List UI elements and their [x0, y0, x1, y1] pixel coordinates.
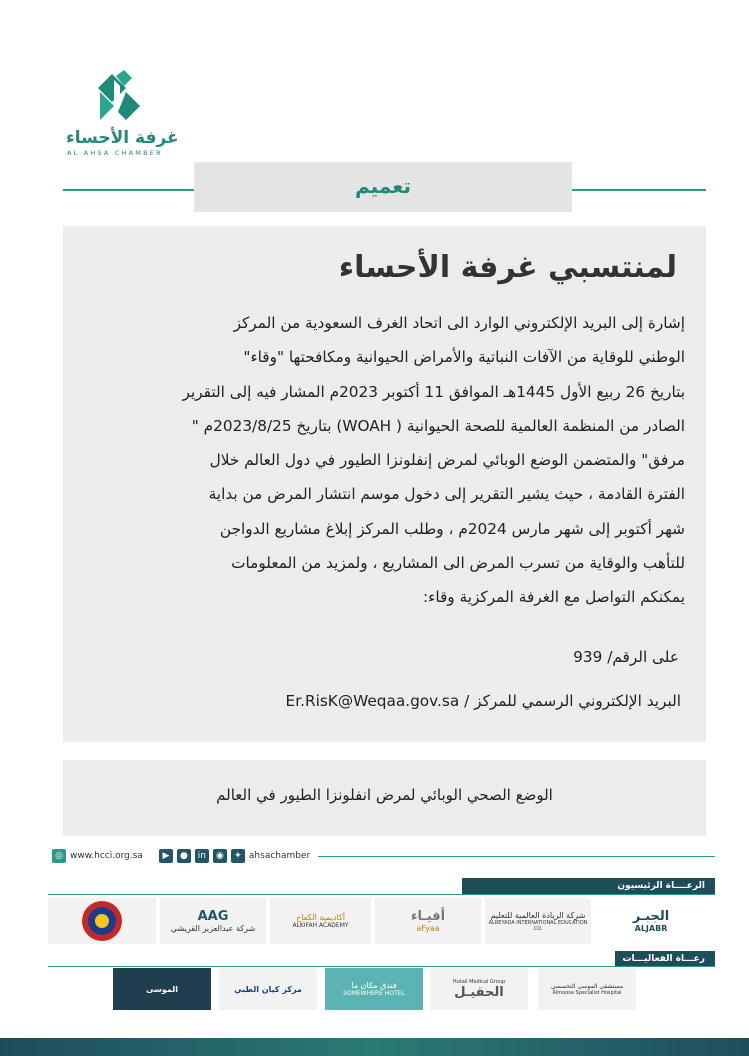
sponsor-name: مركز كيان الطبي — [234, 984, 302, 994]
sponsor-afyaa — [375, 898, 481, 944]
logo-text-arabic: غرفة الأحساء — [66, 128, 179, 148]
body-line: للتأهب والوقاية من تسرب المرض الى المشاريع ، ولمزيد من المعلومات — [231, 554, 685, 573]
sponsor-alreyada — [485, 898, 591, 944]
logo-text-english: AL AHSA CHAMBER — [67, 149, 163, 157]
sponsor-name: فندق مكان ما — [351, 981, 397, 990]
sponsor-sub: شركة عبدالعزيز القريشي — [170, 924, 256, 933]
body-line: الوطني للوقاية من الآفات النباتية والأمراض الحيوانية ومكافحتها "وقاء" — [243, 348, 685, 367]
globe-icon: ◎ — [52, 849, 66, 863]
event-sponsor-almoosa — [538, 968, 636, 1010]
event-sponsor-somewhere — [325, 968, 423, 1010]
body-line: يمكنكم التواصل مع الغرفة المركزية وقاء: — [422, 588, 685, 607]
body-line: شهر أكتوبر إلى شهر مارس 2024م ، وطلب المركز إبلاغ مشاريع الدواجن — [219, 519, 685, 538]
snapchat-icon[interactable]: ● — [177, 849, 191, 863]
body-line: الصادر من المنظمة العالمية للصحة الحيوانية ( WOAH) بتاريخ 2023/8/25م " — [191, 416, 685, 435]
linkedin-icon[interactable]: in — [195, 849, 209, 863]
event-sponsor-hutail — [430, 968, 528, 1010]
footer-divider — [318, 856, 715, 857]
sponsor-aljabr — [595, 898, 707, 944]
body-line: الفترة القادمة ، حيث يشير التقرير إلى دخول موسم انتشار المرض من بداية — [208, 485, 685, 504]
instagram-icon[interactable]: ◉ — [213, 849, 227, 863]
sponsor-sub: SOMEWHERE HOTEL — [343, 990, 405, 997]
sponsor-emblem — [48, 898, 156, 944]
event-sponsors-divider — [48, 966, 715, 967]
contact-email[interactable]: البريد الإلكتروني الرسمي للمركز / Er.RisK@Weqaa.gov.sa — [285, 692, 681, 710]
sponsor-sub: aFyaa — [416, 924, 440, 933]
bottom-bar — [0, 1038, 749, 1056]
sponsor-name: شركة الريادة العالمية للتعليم — [490, 910, 586, 920]
body-paragraph — [87, 306, 685, 615]
sponsor-name: مستشفى الموسى التخصصي — [550, 982, 624, 990]
sponsor-name: أفيـاء — [410, 909, 446, 924]
website-link[interactable]: www.hcci.org.sa — [70, 851, 143, 861]
event-sponsor-kayan — [219, 968, 317, 1010]
sponsor-name: أكاديمية الكفاح — [296, 913, 345, 922]
twitter-icon[interactable]: ✦ — [231, 849, 245, 863]
body-line: إشارة إلى البريد الإلكتروني الوارد الى اتحاد الغرف السعودية من المركز — [233, 314, 685, 332]
sponsor-sub: ALREYADA INTERNATIONAL EDUCATION CO. — [488, 919, 588, 932]
main-sponsors-divider — [48, 894, 715, 895]
title-divider-left — [63, 189, 194, 191]
body-line: بتاريخ 26 ربيع الأول 1445هـ الموافق 11 أكتوبر 2023م المشار فيه إلى التقرير — [182, 382, 685, 401]
sponsor-emblem-icon — [80, 899, 124, 943]
sponsor-name: الحقيـل — [454, 984, 504, 1000]
youtube-icon[interactable]: ▶ — [159, 849, 173, 863]
body-line: مرفق" والمتضمن الوضع الوبائي لمرض إنفلونزا الطيور في دول العالم خلال — [209, 451, 685, 470]
sponsor-name: الجبـر — [632, 909, 670, 924]
sponsor-name: AAG — [197, 909, 229, 924]
addressee-heading: لمنتسبي غرفة الأحساء — [338, 250, 677, 285]
sponsor-sub: Hutail Medical Group — [452, 978, 506, 985]
sponsor-sub: Almoosa Specialist Hospital — [552, 989, 622, 996]
title-divider-right — [572, 189, 706, 191]
social-handle[interactable]: ahsachamber — [248, 851, 311, 861]
attachment-title: الوضع الصحي الوبائي لمرض انفلونزا الطيور في العالم — [216, 786, 553, 804]
sponsor-aag — [160, 898, 266, 944]
contact-number: على الرقم/ 939 — [573, 648, 679, 666]
sponsor-sub: ALKIFAH ACADEMY — [292, 922, 349, 929]
footer-contact — [52, 848, 310, 864]
page-title: تعميم — [354, 174, 412, 198]
main-sponsors-label: الرعــــاة الرئيسيون — [462, 878, 715, 894]
sponsor-alkifah — [270, 898, 371, 944]
event-sponsor-almoosa-co — [113, 968, 211, 1010]
event-sponsors-label: رعـــاة الفعاليـــات — [615, 951, 715, 967]
sponsor-sub: ALJABR — [634, 924, 668, 933]
sponsor-name: الموسى — [145, 984, 179, 994]
